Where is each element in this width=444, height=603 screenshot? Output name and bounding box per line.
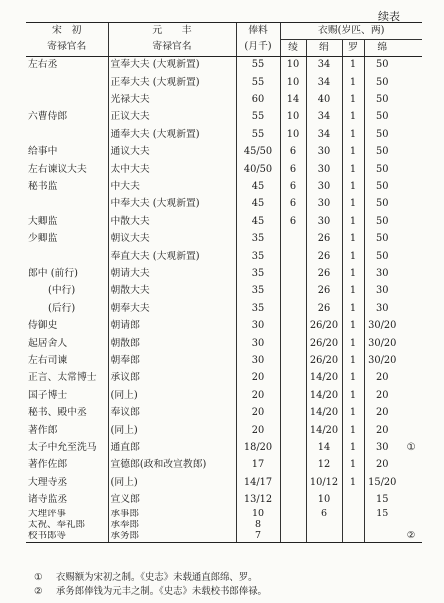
cell-juan: 14/20 bbox=[306, 405, 342, 422]
cell-salary: 20 bbox=[236, 387, 280, 404]
cell-note bbox=[400, 74, 422, 91]
cell-song-official: 左右司谏 bbox=[28, 354, 68, 366]
cell-luo: 1 bbox=[342, 300, 364, 317]
footnote-1-mark: ① bbox=[34, 572, 43, 583]
cell-ling: 10 bbox=[280, 74, 306, 91]
cell-note bbox=[400, 266, 422, 283]
cell-salary: 55 bbox=[236, 109, 280, 126]
cell-note bbox=[400, 248, 422, 265]
cell-juan: 34 bbox=[306, 127, 342, 144]
cell-luo: 1 bbox=[342, 57, 364, 75]
cell-yuan-official: 承事郎 bbox=[108, 509, 236, 520]
cell-juan: 30 bbox=[306, 196, 342, 213]
table-row bbox=[26, 266, 422, 283]
cell-song-official: 大理寺丞 bbox=[28, 476, 68, 488]
cell-mian: 50 bbox=[364, 127, 400, 144]
cell-juan: 10/12 bbox=[306, 474, 342, 491]
cell-salary: 55 bbox=[236, 57, 280, 75]
cell-salary: 45 bbox=[236, 214, 280, 231]
cell-yuan-official: (同上) bbox=[108, 387, 236, 404]
table-row bbox=[26, 405, 422, 422]
cell-yuan-official: 承务郎 bbox=[108, 531, 236, 543]
cell-luo: 1 bbox=[342, 405, 364, 422]
cell-song-official bbox=[26, 248, 108, 265]
table-row bbox=[26, 196, 422, 213]
cell-juan bbox=[306, 520, 342, 531]
cell-mian: 20 bbox=[364, 457, 400, 474]
cell-luo: 1 bbox=[342, 335, 364, 352]
cell-song-official: 国子博士 bbox=[28, 389, 68, 401]
cell-juan: 6 bbox=[306, 509, 342, 520]
cell-note bbox=[400, 405, 422, 422]
cell-juan: 26/20 bbox=[306, 353, 342, 370]
cell-salary: 40/50 bbox=[236, 161, 280, 178]
cell-salary: 20 bbox=[236, 405, 280, 422]
cell-song-official: 六曹侍郎 bbox=[28, 111, 68, 123]
cell-ling bbox=[280, 248, 306, 265]
cell-note bbox=[400, 318, 422, 335]
cell-song-official: 左右谏议大夫 bbox=[28, 163, 87, 175]
cell-juan: 26 bbox=[306, 266, 342, 283]
table-row bbox=[26, 283, 422, 300]
cell-luo: 1 bbox=[342, 318, 364, 335]
cell-mian: 50 bbox=[364, 196, 400, 213]
cell-ling bbox=[280, 231, 306, 248]
continued-label: 续表 bbox=[378, 10, 400, 23]
cell-salary: 30 bbox=[236, 353, 280, 370]
cell-ling: 6 bbox=[280, 144, 306, 161]
cell-note bbox=[400, 457, 422, 474]
cell-song-official: (后行) bbox=[48, 302, 76, 314]
cell-juan: 34 bbox=[306, 57, 342, 75]
cell-ling: 6 bbox=[280, 161, 306, 178]
cell-luo: 1 bbox=[342, 196, 364, 213]
cell-salary: 18/20 bbox=[236, 440, 280, 457]
cell-ling bbox=[280, 509, 306, 520]
cell-salary: 35 bbox=[236, 283, 280, 300]
cell-song-official bbox=[26, 92, 108, 109]
table-row bbox=[26, 248, 422, 265]
footnote-2 bbox=[34, 585, 267, 599]
cell-ling: 6 bbox=[280, 196, 306, 213]
cell-yuan-official: 太中大夫 bbox=[108, 161, 236, 178]
cell-song-official bbox=[26, 74, 108, 91]
header-song-sub: 寄禄官名 bbox=[26, 40, 108, 57]
table-row bbox=[26, 74, 422, 91]
cell-juan: 30 bbox=[306, 144, 342, 161]
cell-song-official: 著作佐郎 bbox=[28, 459, 68, 471]
cell-ling bbox=[280, 370, 306, 387]
cell-juan: 26 bbox=[306, 231, 342, 248]
cell-note bbox=[400, 109, 422, 126]
cell-mian: 50 bbox=[364, 144, 400, 161]
cell-song-official: 太子中允至洗马 bbox=[28, 441, 97, 453]
cell-note bbox=[400, 474, 422, 491]
footnote-1-text: 衣赐额为宋初之制。《史志》未载通直郎绵、罗。 bbox=[56, 572, 258, 583]
footnote-2-mark: ② bbox=[34, 586, 43, 597]
cell-note bbox=[400, 370, 422, 387]
cell-yuan-official: 朝散大夫 bbox=[108, 283, 236, 300]
cell-yuan-official: 正奉大夫 (大观新置) bbox=[108, 74, 236, 91]
table-row bbox=[26, 161, 422, 178]
header-salary-unit: (月千) bbox=[236, 40, 280, 57]
cell-ling: 10 bbox=[280, 109, 306, 126]
cell-juan: 14 bbox=[306, 440, 342, 457]
cell-ling bbox=[280, 300, 306, 317]
cell-juan: 26/20 bbox=[306, 335, 342, 352]
table-row bbox=[26, 335, 422, 352]
cell-ling bbox=[280, 266, 306, 283]
cell-mian: 30/20 bbox=[364, 335, 400, 352]
cell-yuan-official: 朝议大夫 bbox=[108, 231, 236, 248]
cell-luo: 1 bbox=[342, 248, 364, 265]
table-row bbox=[26, 492, 422, 509]
cell-yuan-official: 承奉郎 bbox=[108, 520, 236, 531]
cell-mian: 50 bbox=[364, 109, 400, 126]
cell-juan: 14/20 bbox=[306, 370, 342, 387]
cell-ling: 14 bbox=[280, 92, 306, 109]
cell-juan: 14/20 bbox=[306, 422, 342, 439]
cell-mian: 30/20 bbox=[364, 318, 400, 335]
cell-song-official: 侍御史 bbox=[28, 320, 58, 332]
cell-song-official: 著作郎 bbox=[28, 424, 58, 436]
cell-note bbox=[400, 214, 422, 231]
cell-luo: 1 bbox=[342, 440, 364, 457]
cell-luo bbox=[342, 531, 364, 543]
table-row bbox=[26, 179, 422, 196]
table-row bbox=[26, 422, 422, 439]
header-note bbox=[400, 40, 422, 57]
cell-ling bbox=[280, 422, 306, 439]
cell-song-official: 正言、太常博士 bbox=[28, 372, 97, 384]
cell-luo: 1 bbox=[342, 109, 364, 126]
cell-luo: 1 bbox=[342, 283, 364, 300]
cell-yuan-official: 宣义郎 bbox=[108, 492, 236, 509]
cell-yuan-official: 宣德郎(政和改宣教郎) bbox=[108, 457, 236, 474]
cell-salary: 60 bbox=[236, 92, 280, 109]
cell-luo: 1 bbox=[342, 387, 364, 404]
cell-salary: 35 bbox=[236, 300, 280, 317]
cell-salary: 45/50 bbox=[236, 144, 280, 161]
cell-yuan-official: 朝奉大夫 bbox=[108, 300, 236, 317]
cell-luo bbox=[342, 509, 364, 520]
footnote-1 bbox=[34, 571, 267, 585]
cell-song-official bbox=[26, 127, 108, 144]
cell-mian: 50 bbox=[364, 92, 400, 109]
cell-note bbox=[400, 387, 422, 404]
cell-note bbox=[400, 492, 422, 509]
cell-song-official: 左右丞 bbox=[28, 59, 58, 71]
cell-yuan-official: 奉直大夫 (大观新置) bbox=[108, 248, 236, 265]
cell-juan: 40 bbox=[306, 92, 342, 109]
table-row bbox=[26, 440, 422, 457]
cell-ling: 6 bbox=[280, 179, 306, 196]
header-ling: 绫 bbox=[280, 40, 306, 57]
table-row bbox=[26, 92, 422, 109]
cell-song-official: 起居舍人 bbox=[28, 337, 68, 349]
table-row bbox=[26, 457, 422, 474]
cell-song-official: 郎中 (前行) bbox=[28, 268, 78, 279]
cell-juan: 26 bbox=[306, 300, 342, 317]
cell-mian: 50 bbox=[364, 179, 400, 196]
cell-mian: 15 bbox=[364, 509, 400, 520]
cell-note bbox=[400, 92, 422, 109]
cell-mian: 30 bbox=[364, 266, 400, 283]
cell-salary: 14/17 bbox=[236, 474, 280, 491]
cell-note bbox=[400, 231, 422, 248]
cell-yuan-official: 奉议郎 bbox=[108, 405, 236, 422]
cell-salary: 30 bbox=[236, 318, 280, 335]
cell-salary: 35 bbox=[236, 248, 280, 265]
cell-song-official: 少卿监 bbox=[28, 233, 58, 245]
cell-ling bbox=[280, 492, 306, 509]
cell-note bbox=[400, 196, 422, 213]
cell-note: ② bbox=[400, 531, 422, 543]
cell-mian: 30 bbox=[364, 440, 400, 457]
cell-note bbox=[400, 300, 422, 317]
cell-note bbox=[400, 144, 422, 161]
table-row bbox=[26, 353, 422, 370]
cell-juan: 26 bbox=[306, 248, 342, 265]
cell-mian: 50 bbox=[364, 214, 400, 231]
cell-juan: 34 bbox=[306, 109, 342, 126]
header-song: 宋 初 bbox=[26, 23, 108, 40]
footnote-2-text: 承务郎俸钱为元丰之制。《史志》未载校书郎俸禄。 bbox=[56, 586, 267, 597]
cell-ling bbox=[280, 318, 306, 335]
cell-juan: 34 bbox=[306, 74, 342, 91]
cell-yuan-official: 承议郎 bbox=[108, 370, 236, 387]
header-salary: 俸料 bbox=[236, 23, 280, 40]
cell-ling bbox=[280, 387, 306, 404]
table-body bbox=[26, 57, 422, 543]
table-row bbox=[26, 144, 422, 161]
cell-ling: 6 bbox=[280, 214, 306, 231]
cell-salary: 55 bbox=[236, 74, 280, 91]
cell-yuan-official: 光禄大夫 bbox=[108, 92, 236, 109]
cell-mian: 20 bbox=[364, 387, 400, 404]
cell-luo: 1 bbox=[342, 74, 364, 91]
table-row bbox=[26, 509, 422, 520]
cell-luo: 1 bbox=[342, 214, 364, 231]
header-mian: 绵 bbox=[364, 40, 400, 57]
cell-yuan-official: 中大夫 bbox=[108, 179, 236, 196]
cell-juan: 26 bbox=[306, 283, 342, 300]
cell-salary: 17 bbox=[236, 457, 280, 474]
cell-ling bbox=[280, 520, 306, 531]
cell-yuan-official: 宣奉大夫 (大观新置) bbox=[108, 57, 236, 75]
cell-note bbox=[400, 422, 422, 439]
cell-song-official: (中行) bbox=[48, 285, 76, 297]
header-yuan-sub: 寄禄官名 bbox=[108, 40, 236, 57]
cell-note bbox=[400, 127, 422, 144]
cell-song-official: 大卿监 bbox=[28, 215, 58, 227]
cell-song-official: 秘书监 bbox=[28, 181, 58, 193]
cell-ling: 10 bbox=[280, 57, 306, 75]
cell-luo: 1 bbox=[342, 127, 364, 144]
cell-note bbox=[400, 335, 422, 352]
cell-luo: 1 bbox=[342, 353, 364, 370]
cell-juan: 14/20 bbox=[306, 387, 342, 404]
cell-ling bbox=[280, 283, 306, 300]
cell-song-official: 给事中 bbox=[28, 146, 58, 158]
cell-luo bbox=[342, 492, 364, 509]
cell-yuan-official: 朝请郎 bbox=[108, 318, 236, 335]
cell-song-official: 太祝、奉礼郎 bbox=[28, 520, 86, 531]
cell-salary: 13/12 bbox=[236, 492, 280, 509]
cell-song-official bbox=[26, 196, 108, 213]
cell-ling bbox=[280, 440, 306, 457]
table-row bbox=[26, 300, 422, 317]
cell-yuan-official: 通议大夫 bbox=[108, 144, 236, 161]
cell-song-official: 校书郎等 bbox=[26, 531, 108, 543]
cell-yuan-official: (同上) bbox=[108, 474, 236, 491]
cell-luo: 1 bbox=[342, 161, 364, 178]
cell-luo: 1 bbox=[342, 457, 364, 474]
cell-juan: 26/20 bbox=[306, 318, 342, 335]
cell-luo bbox=[342, 520, 364, 531]
cell-ling bbox=[280, 335, 306, 352]
table-row bbox=[26, 370, 422, 387]
table-row bbox=[26, 57, 422, 75]
cell-mian: 20 bbox=[364, 422, 400, 439]
cell-note bbox=[400, 283, 422, 300]
cell-salary: 10 bbox=[236, 509, 280, 520]
cell-mian bbox=[364, 531, 400, 543]
cell-luo: 1 bbox=[342, 179, 364, 196]
salary-table bbox=[26, 22, 422, 543]
header-juan: 绢 bbox=[306, 40, 342, 57]
cell-salary: 20 bbox=[236, 370, 280, 387]
cell-yuan-official: 中奉大夫 (大观新置) bbox=[108, 196, 236, 213]
cell-note bbox=[400, 353, 422, 370]
cell-song-official: 诸寺监丞 bbox=[28, 494, 68, 506]
cell-juan: 10 bbox=[306, 492, 342, 509]
table-row bbox=[26, 109, 422, 126]
cell-note bbox=[400, 161, 422, 178]
cell-ling: 10 bbox=[280, 127, 306, 144]
cell-mian: 50 bbox=[364, 161, 400, 178]
table-row bbox=[26, 531, 422, 543]
cell-mian: 15/20 bbox=[364, 474, 400, 491]
cell-yuan-official: 朝散郎 bbox=[108, 335, 236, 352]
cell-luo: 1 bbox=[342, 422, 364, 439]
cell-ling bbox=[280, 353, 306, 370]
cell-salary: 8 bbox=[236, 520, 280, 531]
cell-yuan-official: 通奉大夫 (大观新置) bbox=[108, 127, 236, 144]
cell-salary: 45 bbox=[236, 179, 280, 196]
table-row bbox=[26, 520, 422, 531]
table-row bbox=[26, 474, 422, 491]
cell-ling bbox=[280, 531, 306, 543]
header-yuan: 元 丰 bbox=[108, 23, 236, 40]
cell-salary: 35 bbox=[236, 266, 280, 283]
cell-juan: 30 bbox=[306, 161, 342, 178]
cell-salary: 55 bbox=[236, 127, 280, 144]
table-row bbox=[26, 231, 422, 248]
cell-juan bbox=[306, 531, 342, 543]
cell-luo: 1 bbox=[342, 474, 364, 491]
cell-salary: 45 bbox=[236, 196, 280, 213]
cell-salary: 30 bbox=[236, 335, 280, 352]
cell-juan: 30 bbox=[306, 179, 342, 196]
cell-mian: 50 bbox=[364, 231, 400, 248]
cell-mian: 15 bbox=[364, 492, 400, 509]
header-clothes: 衣赐(岁匹、两) bbox=[280, 23, 422, 40]
cell-yuan-official: 正议大夫 bbox=[108, 109, 236, 126]
cell-yuan-official: 朝奉郎 bbox=[108, 353, 236, 370]
cell-ling bbox=[280, 457, 306, 474]
cell-yuan-official: 通直郎 bbox=[108, 440, 236, 457]
header-luo: 罗 bbox=[342, 40, 364, 57]
cell-mian: 30 bbox=[364, 283, 400, 300]
footnotes bbox=[34, 571, 267, 599]
cell-salary: 7 bbox=[236, 531, 280, 543]
cell-luo: 1 bbox=[342, 231, 364, 248]
cell-luo: 1 bbox=[342, 370, 364, 387]
cell-mian: 50 bbox=[364, 57, 400, 75]
cell-ling bbox=[280, 405, 306, 422]
cell-juan: 12 bbox=[306, 457, 342, 474]
cell-luo: 1 bbox=[342, 144, 364, 161]
cell-salary: 20 bbox=[236, 422, 280, 439]
table-row bbox=[26, 318, 422, 335]
table-row bbox=[26, 127, 422, 144]
cell-juan: 30 bbox=[306, 214, 342, 231]
cell-song-official: 秘书、殿中丞 bbox=[28, 407, 87, 419]
table-row bbox=[26, 214, 422, 231]
cell-luo: 1 bbox=[342, 266, 364, 283]
cell-yuan-official: (同上) bbox=[108, 422, 236, 439]
cell-mian: 20 bbox=[364, 405, 400, 422]
cell-mian: 50 bbox=[364, 248, 400, 265]
cell-note bbox=[400, 509, 422, 520]
cell-mian: 30/20 bbox=[364, 353, 400, 370]
cell-note: ① bbox=[406, 441, 416, 453]
cell-note bbox=[400, 57, 422, 75]
cell-mian: 50 bbox=[364, 74, 400, 91]
cell-mian: 20 bbox=[364, 370, 400, 387]
cell-yuan-official: 朝请大夫 bbox=[108, 266, 236, 283]
cell-salary: 35 bbox=[236, 231, 280, 248]
cell-mian bbox=[364, 520, 400, 531]
cell-note bbox=[400, 179, 422, 196]
cell-yuan-official: 中散大夫 bbox=[108, 214, 236, 231]
cell-luo: 1 bbox=[342, 92, 364, 109]
cell-song-official: 大理评事 bbox=[28, 509, 67, 520]
cell-note bbox=[400, 520, 422, 531]
cell-mian: 30 bbox=[364, 300, 400, 317]
table-row bbox=[26, 387, 422, 404]
cell-ling bbox=[280, 474, 306, 491]
